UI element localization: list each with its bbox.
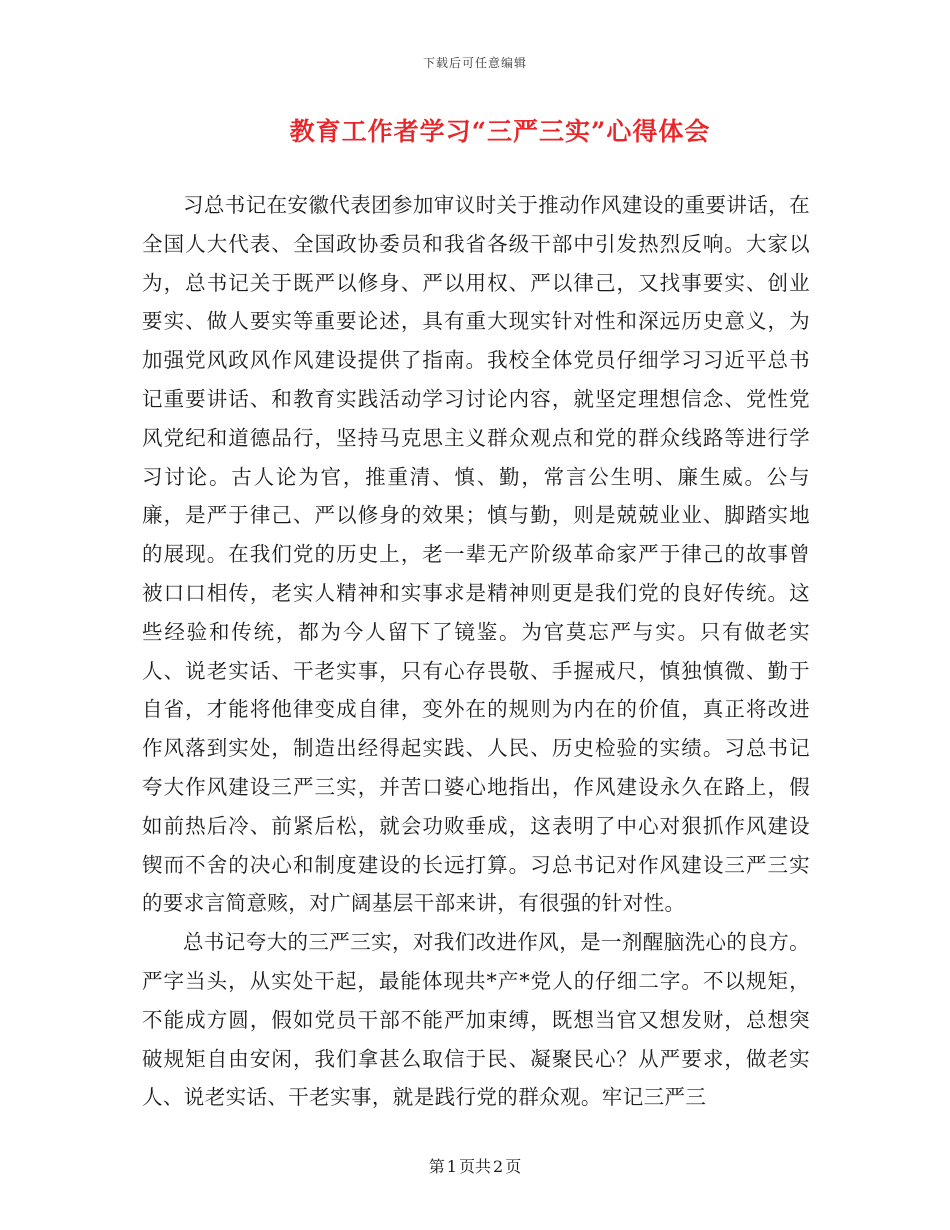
page-footer: [0, 1154, 950, 1177]
page-total: 2: [493, 1157, 504, 1176]
page-number: 1: [446, 1157, 457, 1176]
document-title: 教育工作者学习“三严三实”心得体会: [289, 117, 711, 146]
document-body: [142, 186, 810, 1117]
paragraph: 习总书记在安徽代表团参加审议时关于推动作风建设的重要讲话，在全国人大代表、全国政协委员和我省各级干部中引发热烈反响。大家以为，总书记关于既严以修身、严以用权、严以律己，又找事要实、创业要实、做人要实等重要论述，具有重大现实针对性和深远历史意义，为加强党风政风作风建设提供了指南。我校全体党员仔细学习习近平总书记重要讲话、和教育实践活动学习讨论内容，就坚定理想信念、党性党风党纪和道德品行，坚持马克思主义群众观点和党的群众线路等进行学习讨论。古人论为官，推重清、慎、勤，常言公生明、廉生威。公与廉，是严于律己、严以修身的效果；慎与勤，则是兢兢业业、脚踏实地的展现。在我们党的历史上，老一辈无产阶级革命家严于律己的故事曾被口口相传，老实人精神和实事求是精神则更是我们党的良好传统。这些经验和传统，都为今人留下了镜鉴。为官莫忘严与实。只有做老实人、说老实话、干老实事，只有心存畏敬、手握戒尺，慎独慎微、勤于自省，才能将他律变成自律，变外在的规则为内在的价值，真正将改进作风落到实处，制造出经得起实践、人民、历史检验的实绩。习总书记夸大作风建设三严三实，并苦口婆心地指出，作风建设永久在路上，假如前热后冷、前紧后松，就会功败垂成，这表明了中心对狠抓作风建设锲而不舍的决心和制度建设的长远打算。习总书记对作风建设三严三实的要求言简意赅，对广阔基层干部来讲，有很强的针对性。: [142, 193, 810, 916]
footer-prefix: 第: [428, 1157, 445, 1176]
footer-suffix: 页: [505, 1157, 522, 1176]
header-note: 下载后可任意编辑: [422, 56, 527, 70]
paragraph: 总书记夸大的三严三实，对我们改进作风，是一剂醒脑洗心的良方。严字当头，从实处干起，最能体现共*产*党人的仔细二字。不以规矩，不能成方圆，假如党员干部不能严加束缚，既想当官又想发财，总想突破规矩自由安闲，我们拿甚么取信于民、凝聚民心？从严要求，做老实人、说老实话、干老实事，就是践行党的群众观。牢记三严三: [142, 930, 810, 1110]
footer-middle: 页共: [458, 1157, 491, 1176]
